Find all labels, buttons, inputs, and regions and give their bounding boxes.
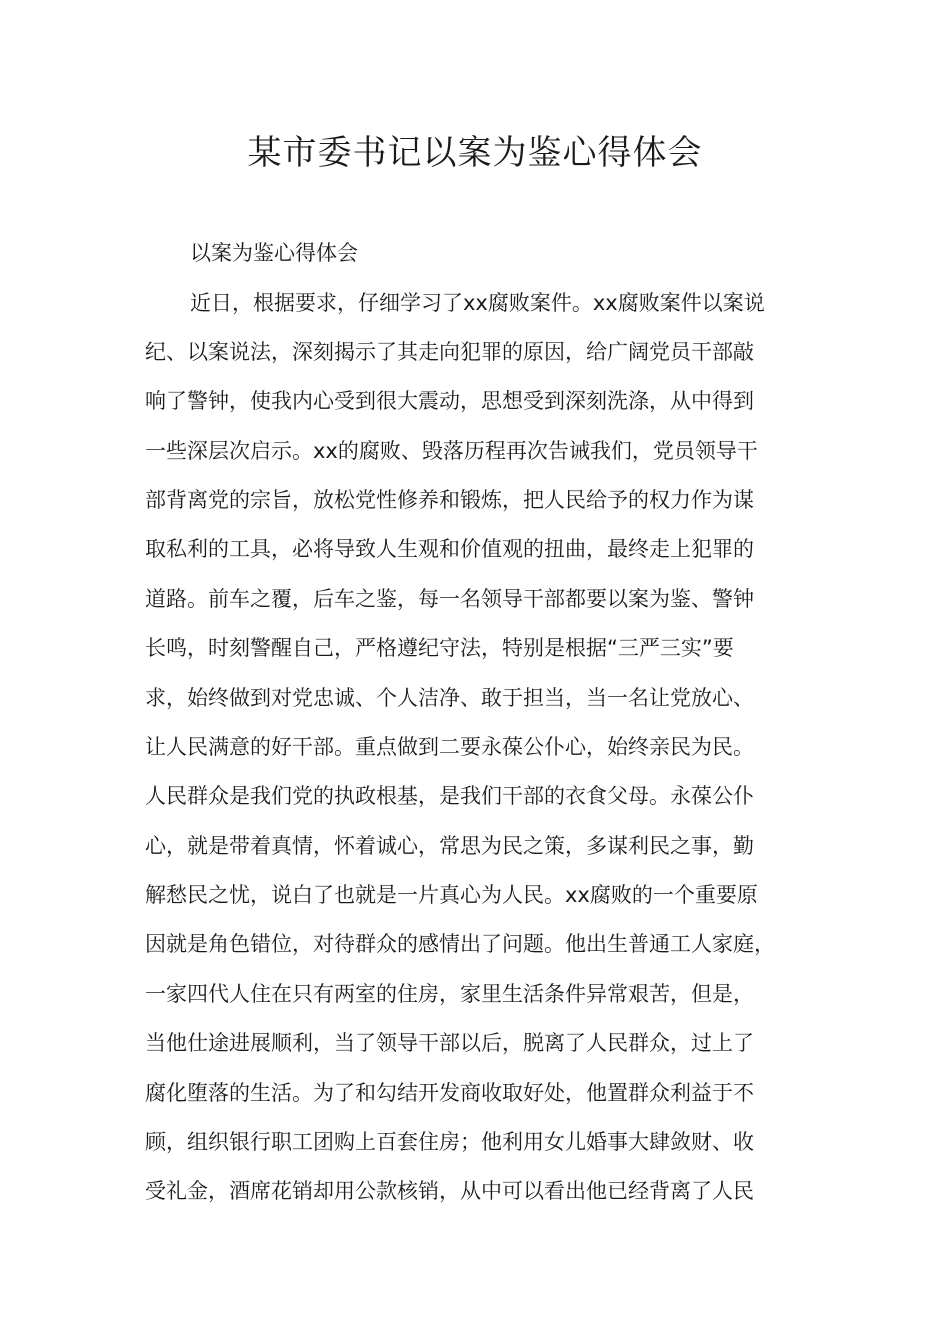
body-line: 部背离党的宗旨，放松党性修养和锻炼，把人民给予的权力作为谋 bbox=[145, 488, 754, 512]
body-line: 纪、以案说法，深刻揭示了其走向犯罪的原因，给广阔党员干部敲 bbox=[145, 340, 754, 364]
body-line: 道路。前车之覆，后车之鉴，每一名领导干部都要以案为鉴、警钟 bbox=[145, 587, 754, 611]
body-line: 顾，组织银行职工团购上百套住房；他利用女儿婚事大肆敛财、收 bbox=[145, 1130, 754, 1154]
body-line: 让人民满意的好干部。重点做到二要永葆公仆心，始终亲民为民。 bbox=[145, 735, 754, 759]
body-line: 受礼金，酒席花销却用公款核销，从中可以看出他已经背离了人民 bbox=[145, 1179, 754, 1203]
body-line: 一些深层次启示。xx的腐败、毁落历程再次告诫我们，党员领导干 bbox=[145, 439, 758, 463]
body-line: 长鸣，时刻警醒自己，严格遵纪守法，特别是根据“三严三实”要 bbox=[145, 636, 734, 660]
body-line: 腐化堕落的生活。为了和勾结开发商收取好处，他置群众利益于不 bbox=[145, 1081, 754, 1105]
body-line: 求，始终做到对党忠诚、个人洁净、敢于担当，当一名让党放心、 bbox=[145, 686, 754, 710]
body-line: 响了警钟，使我内心受到很大震动，思想受到深刻洗涤，从中得到 bbox=[145, 389, 754, 413]
body-line: 解愁民之忧，说白了也就是一片真心为人民。xx腐败的一个重要原 bbox=[145, 883, 758, 907]
subtitle-line: 以案为鉴心得体会 bbox=[190, 241, 358, 265]
body-line: 取私利的工具，必将导致人生观和价值观的扭曲，最终走上犯罪的 bbox=[145, 537, 754, 561]
body-line: 心，就是带着真情，怀着诚心，常思为民之策，多谋利民之事，勤 bbox=[145, 834, 754, 858]
body-line: 人民群众是我们党的执政根基，是我们干部的衣食父母。永葆公仆 bbox=[145, 784, 754, 808]
body-line: 一家四代人住在只有两室的住房，家里生活条件异常艰苦，但是， bbox=[145, 982, 754, 1006]
body-line: 近日，根据要求，仔细学习了xx腐败案件。xx腐败案件以案说 bbox=[190, 291, 765, 315]
body-line: 因就是角色错位，对待群众的感情出了问题。他出生普通工人家庭， bbox=[145, 932, 775, 956]
document-title: 某市委书记以案为鉴心得体会 bbox=[247, 133, 703, 173]
body-line: 当他仕途进展顺利，当了领导干部以后，脱离了人民群众，过上了 bbox=[145, 1031, 754, 1055]
